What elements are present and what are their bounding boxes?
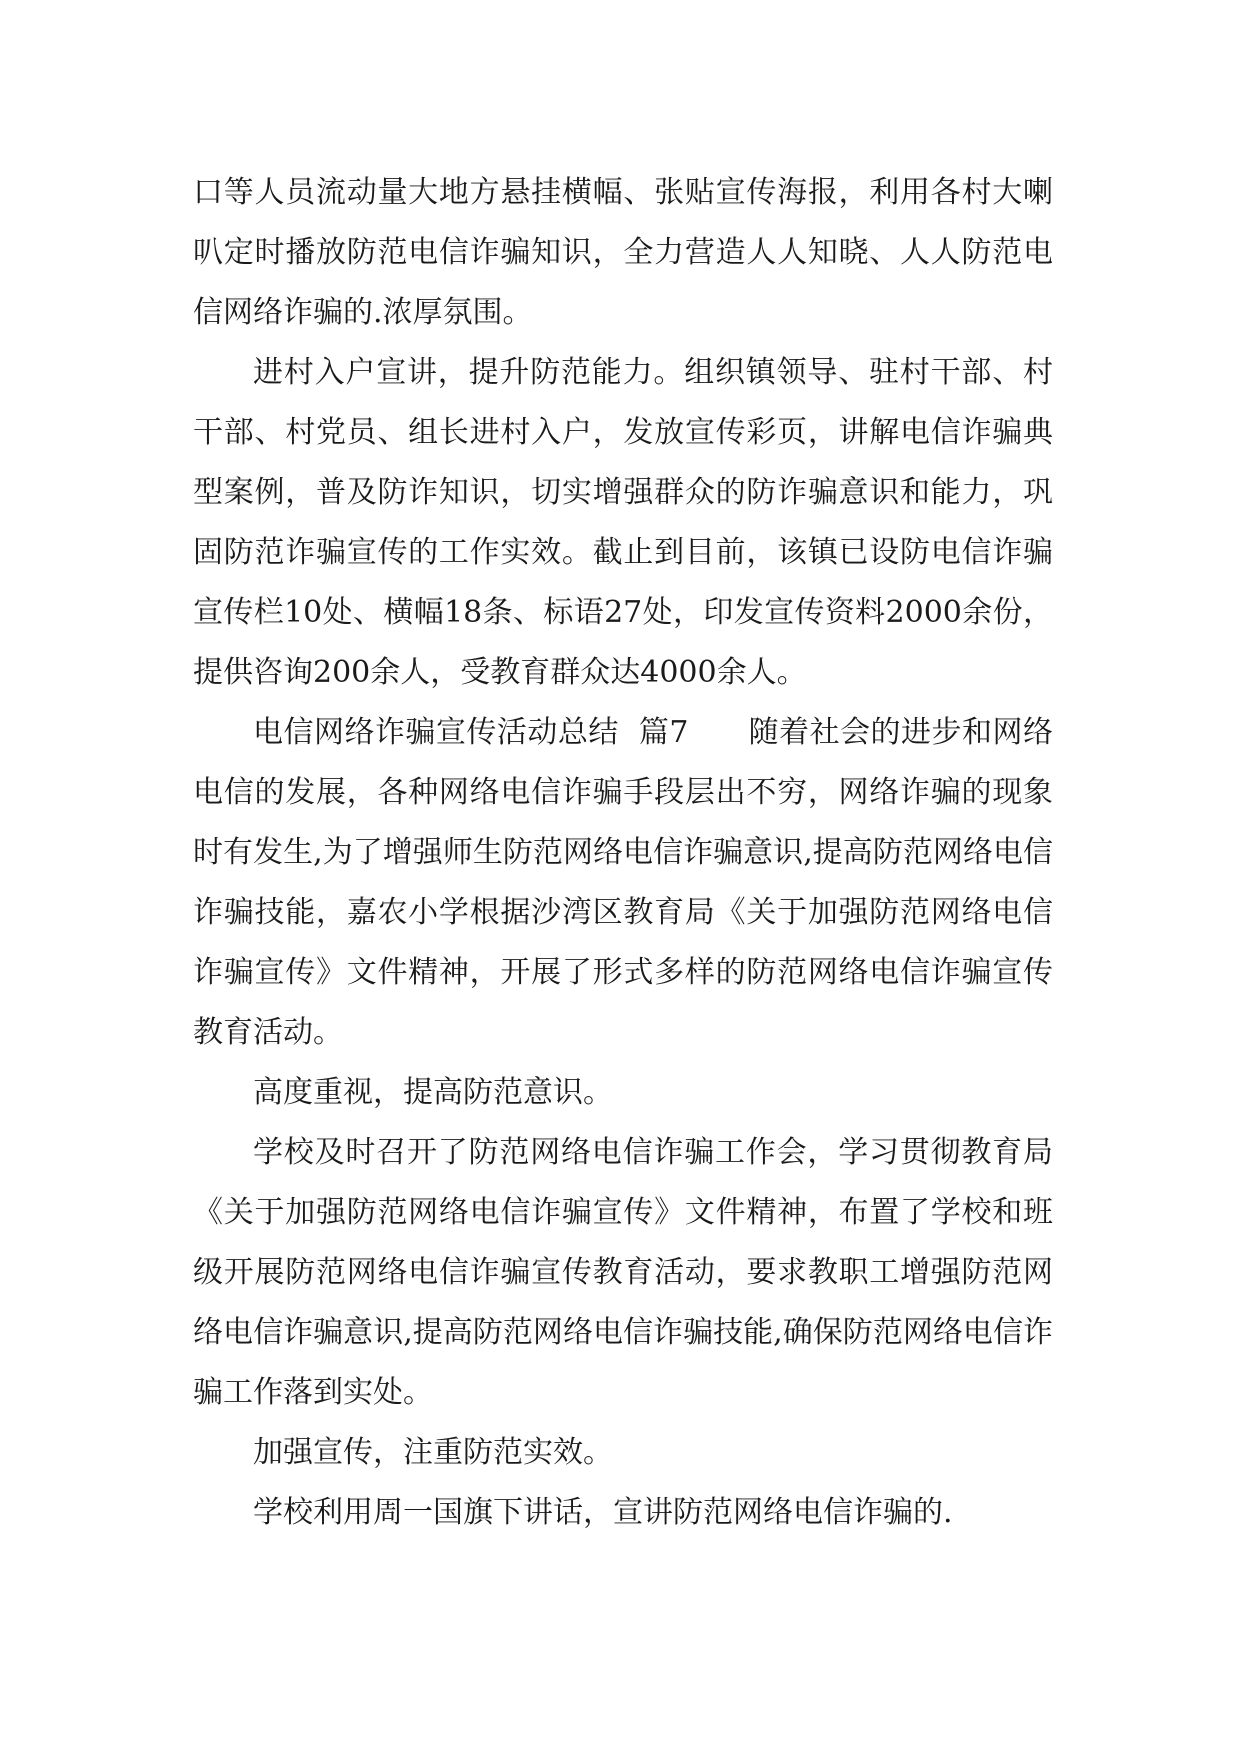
paragraph-1: 口等人员流动量大地方悬挂横幅、张贴宣传海报，利用各村大喇叭定时播放防范电信诈骗知识，全力营造人人知晓、人人防范电信网络诈骗的.浓厚氛围。	[193, 175, 1053, 330]
paragraph-2: 进村入户宣讲，提升防范能力。组织镇领导、驻村干部、村干部、村党员、组长进村入户，发放宣传彩页，讲解电信诈骗典型案例，普及防诈知识，切实增强群众的防诈骗意识和能力，巩固防范诈骗宣传的工作实效。截止到目前，该镇已设防电信诈骗宣传栏10处、横幅18条、标语27处，印发宣传资料2000余份，提供咨询200余人，受教育群众达4000余人。	[193, 355, 1053, 690]
paragraph-6: 加强宣传，注重防范实效。	[253, 1435, 613, 1470]
paragraph-5: 学校及时召开了防范网络电信诈骗工作会，学习贯彻教育局《关于加强防范网络电信诈骗宣传》文件精神，布置了学校和班级开展防范网络电信诈骗宣传教育活动，要求教职工增强防范网络电信诈骗意识,提高防范网络电信诈骗技能,确保防范网络电信诈骗工作落到实处。	[193, 1135, 1053, 1410]
document-body	[193, 163, 1053, 1543]
paragraph-4: 高度重视，提高防范意识。	[253, 1075, 613, 1110]
paragraph-7: 学校利用周一国旗下讲话，宣讲防范网络电信诈骗的.	[253, 1495, 953, 1530]
paragraph-3: 电信网络诈骗宣传活动总结 篇7 随着社会的进步和网络电信的发展，各种网络电信诈骗手段层出不穷，网络诈骗的现象时有发生,为了增强师生防范网络电信诈骗意识,提高防范网络电信诈骗技能，嘉农小学根据沙湾区教育局《关于加强防范网络电信诈骗宣传》文件精神，开展了形式多样的防范网络电信诈骗宣传教育活动。	[193, 715, 1053, 1050]
